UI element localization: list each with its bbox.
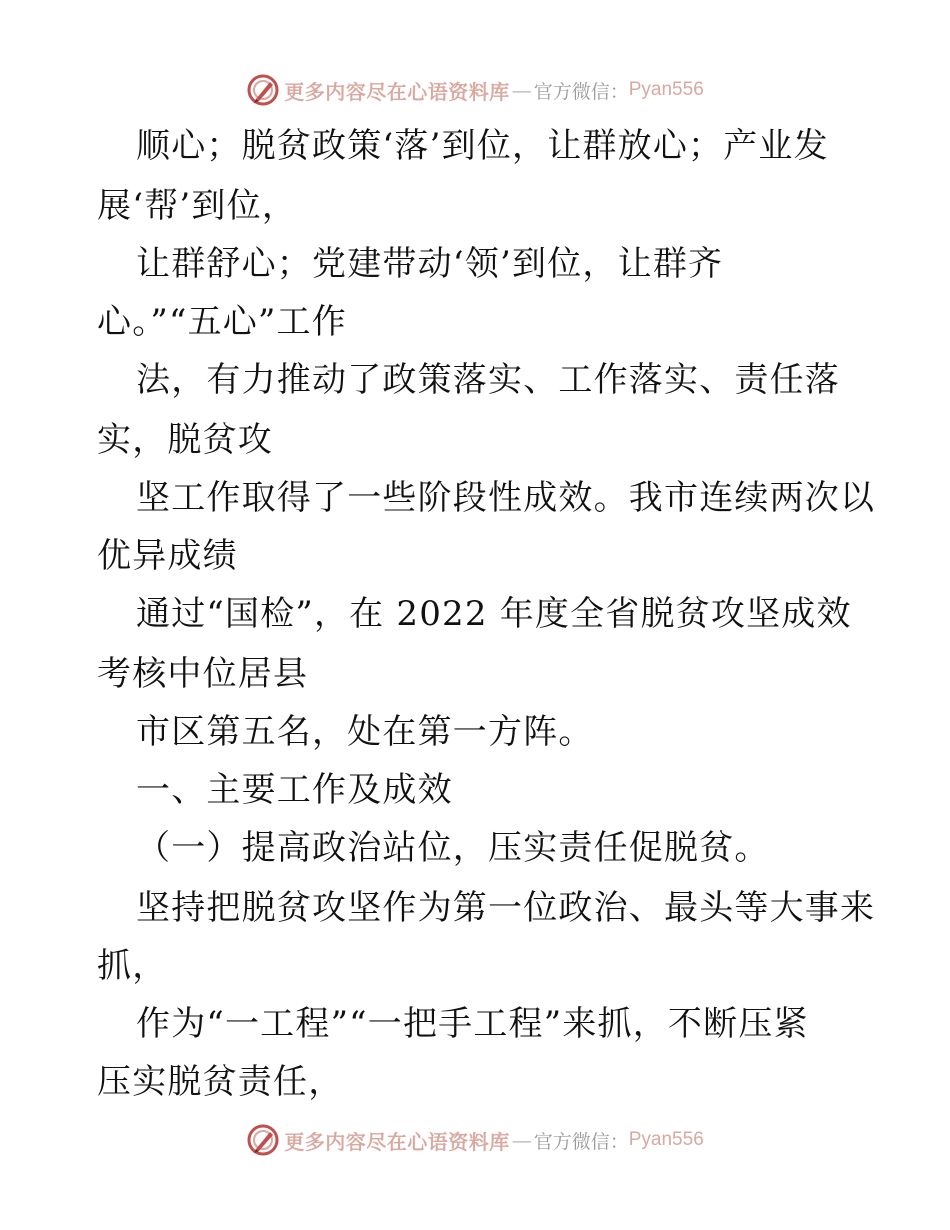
text-line: 市区第五名，处在第一方阵。 — [136, 712, 594, 752]
banner-title: 更多内容尽在心语资料库 — [284, 1129, 510, 1154]
pen-circle-logo-icon — [246, 1123, 280, 1157]
text-line: 抓， — [97, 946, 168, 986]
banner-wechat-id: Pyan556 — [628, 79, 704, 100]
text-line: 坚持把脱贫攻坚作为第一位政治、最头等大事来 — [136, 888, 876, 928]
banner-wechat-label: 官方微信： — [533, 80, 629, 103]
section-heading: 一、主要工作及成效 — [136, 770, 453, 810]
banner-dash: — — [511, 78, 532, 102]
text-line: 压实脱贫责任， — [97, 1062, 344, 1102]
text-line: 作为“一工程”“一把手工程”来抓，不断压紧 — [136, 1004, 809, 1044]
banner-wechat-id: Pyan556 — [628, 1129, 704, 1150]
text-line: 考核中位居县 — [97, 654, 309, 694]
footer-banner — [0, 1118, 950, 1162]
text-line: 实，脱贫攻 — [97, 420, 273, 460]
text-line: 心。”“五心”工作 — [97, 302, 347, 342]
text-line: 让群舒心；党建带动‘领’到位，让群齐 — [136, 244, 724, 284]
text-line: 通过“国检”，在 2022 年度全省脱贫攻坚成效 — [136, 594, 852, 634]
banner-wechat-label: 官方微信： — [533, 1130, 629, 1153]
text-line: 优异成绩 — [97, 536, 238, 576]
banner-title: 更多内容尽在心语资料库 — [284, 79, 510, 104]
text-line: 坚工作取得了一些阶段性成效。我市连续两次以 — [136, 478, 876, 518]
text-line: 展‘帮’到位， — [97, 186, 298, 226]
text-line: 法，有力推动了政策落实、工作落实、责任落 — [136, 360, 840, 400]
text-line: 顺心；脱贫政策‘落’到位，让群放心；产业发 — [136, 126, 829, 166]
subsection-heading: （一）提高政治站位，压实责任促脱贫。 — [136, 828, 770, 868]
banner-dash: — — [511, 1128, 532, 1152]
